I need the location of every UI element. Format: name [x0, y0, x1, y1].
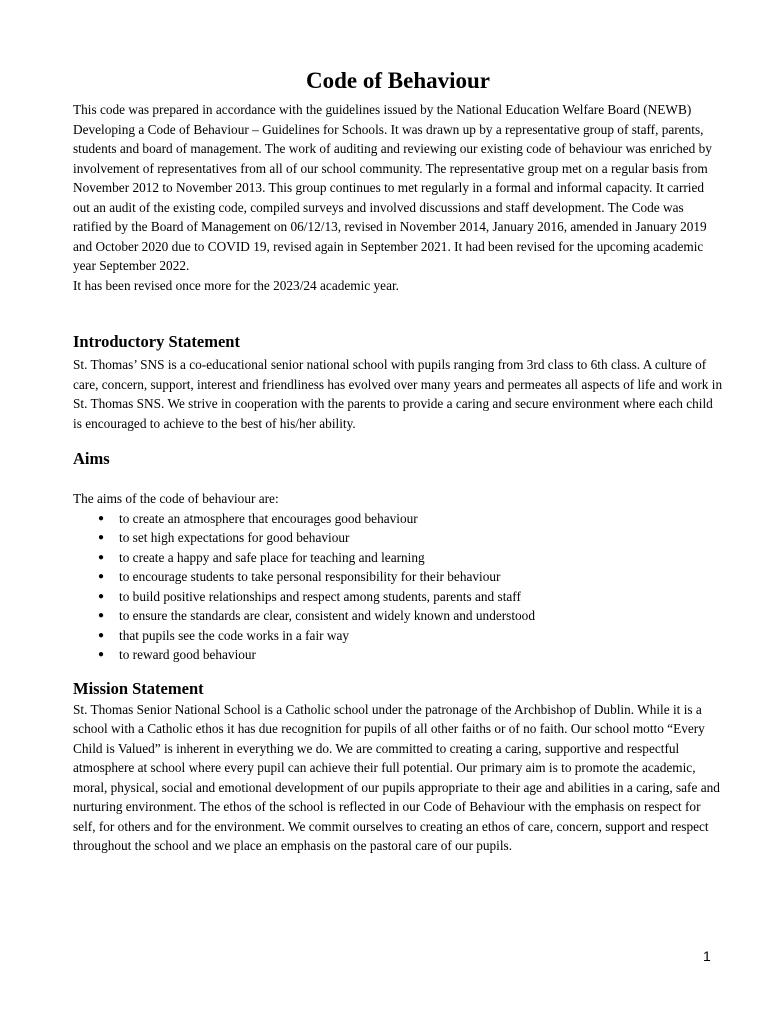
bullet-icon: ● — [98, 610, 105, 621]
list-item — [98, 548, 723, 568]
aims-heading: Aims — [73, 449, 110, 468]
bullet-icon: ● — [98, 590, 105, 602]
list-item-text: to set high expectations for good behaviour — [119, 530, 350, 545]
bullet-icon: ● — [98, 551, 105, 563]
list-item — [98, 606, 723, 626]
list-item-text: to build positive relationships and respect among students, parents and staff — [119, 588, 521, 604]
introductory-statement-body: St. Thomas’ SNS is a co-educational senior national school with pupils ranging from 3rd class to 6th class. A culture of care, concern, support, interest and friendliness has evolved over many years and permeates all aspects of life and work in St. Thomas SNS. We strive in cooperation with the parents to provide a caring and secure environment where each child is encouraged to achieve to the best of his/her ability. — [73, 357, 723, 431]
mission-statement-heading: Mission Statement — [73, 678, 204, 698]
list-item-text: to create a happy and safe place for teaching and learning — [119, 549, 425, 565]
list-item-text: to create an atmosphere that encourages good behaviour — [119, 510, 418, 526]
bullet-icon: ● — [98, 571, 105, 582]
list-item-text: that pupils see the code works in a fair way — [119, 627, 350, 643]
intro-paragraph: This code was prepared in accordance with the guidelines issued by the National Education Welfare Board (NEWB) Developing a Code of Behaviour – Guidelines for Schools. It was drawn up by a representative group of staff, parents, students and board of management. The work of auditing and reviewing our existing code of behaviour was enriched by involvement of representatives from all of our school community. The representative group met on a regular basis from November 2012 to November 2013. This group continues to met regularly in a formal and informal capacity. It carried out an audit of the existing code, compiled surveys and involved discussions and staff development. The Code was ratified by the Board of Management on 06/12/13, revised in November 2014, January 2016, amended in January 2019 and October 2020 due to COVID 19, revised again in September 2021. It had been revised for the upcoming academic year September 2022. — [73, 102, 712, 273]
document-page — [73, 64, 723, 856]
list-item — [98, 567, 723, 587]
bullet-icon: ● — [98, 512, 105, 524]
list-item — [98, 528, 723, 548]
list-item — [98, 626, 723, 646]
list-item — [98, 645, 723, 665]
aims-list — [73, 509, 723, 665]
list-item — [98, 509, 723, 529]
bullet-icon: ● — [98, 649, 105, 660]
document-title: Code of Behaviour — [306, 68, 490, 93]
revision-note: It has been revised once more for the 2023/24 academic year. — [73, 277, 400, 293]
bullet-icon: ● — [98, 629, 105, 641]
bullet-icon: ● — [98, 532, 105, 543]
page-number: 1 — [703, 948, 711, 964]
list-item-text: to ensure the standards are clear, consistent and widely known and understood — [119, 608, 535, 623]
introductory-statement-heading: Introductory Statement — [73, 332, 240, 351]
mission-statement-body: St. Thomas Senior National School is a Catholic school under the patronage of the Archbishop of Dublin. While it is a school with a Catholic ethos it has due recognition for pupils of all other faiths or of no faith. Our school motto “Every Child is Valued” is inherent in everything we do. We are committed to creating a caring, supportive and respectful atmosphere at school where every pupil can achieve their full potential. Our primary aim is to promote the academic, moral, physical, social and emotional development of our pupils appropriate to their age and abilities in a caring, safe and nurturing environment. The ethos of the school is reflected in our Code of Behaviour with the emphasis on respect for self, for others and for the environment. We commit ourselves to creating an ethos of care, concern, support and respect throughout the school and we place an emphasis on the pastoral care of our pupils. — [73, 701, 720, 853]
aims-lead: The aims of the code of behaviour are: — [73, 491, 279, 506]
list-item-text: to encourage students to take personal responsibility for their behaviour — [119, 569, 501, 584]
list-item — [98, 587, 723, 607]
list-item-text: to reward good behaviour — [119, 647, 256, 662]
